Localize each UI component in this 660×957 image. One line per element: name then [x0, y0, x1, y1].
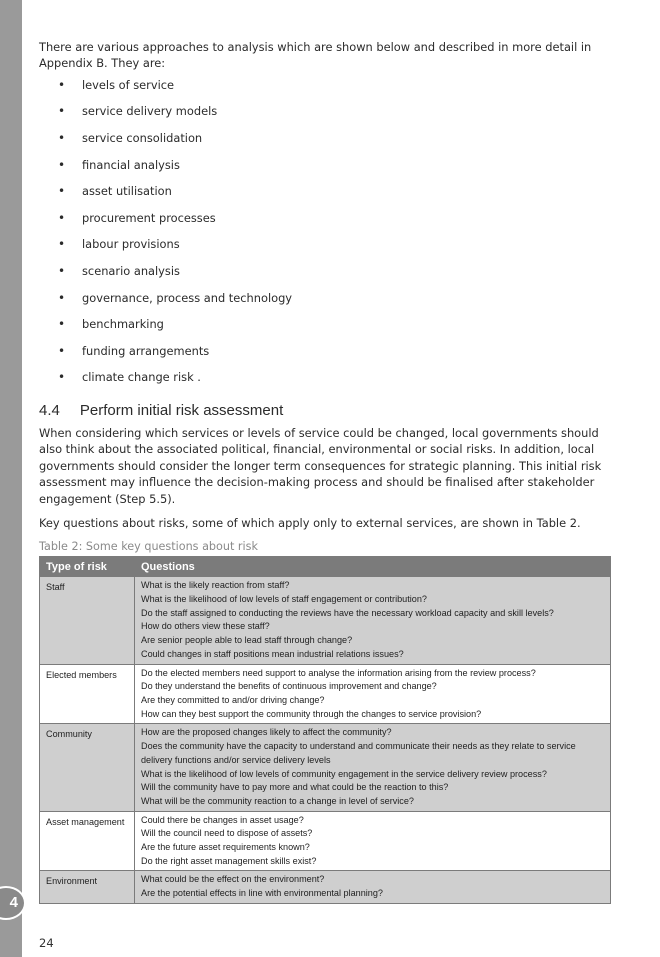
bullet-icon: •	[58, 343, 66, 358]
list-item: • service consolidation	[58, 131, 203, 145]
question-text: Will the community have to pay more and what could be the reaction to this?	[141, 782, 449, 793]
list-item: • labour provisions	[58, 237, 180, 252]
table-row	[40, 871, 611, 903]
risk-type-cell: Community	[40, 724, 135, 811]
bullet-icon: •	[58, 263, 66, 278]
risk-questions-table	[39, 556, 611, 903]
list-item: • financial analysis	[58, 157, 180, 172]
column-header-type: Type of risk	[40, 557, 135, 577]
section-number: 4.4	[39, 401, 60, 419]
table-row	[40, 577, 611, 664]
question-text: How are the proposed changes likely to affect the community?	[141, 727, 392, 738]
questions-cell	[135, 577, 611, 664]
list-item: • procurement processes	[58, 210, 216, 225]
question-text: Do the staff assigned to conducting the reviews have the necessary workload capacity and skill levels?	[141, 607, 554, 618]
table-row	[40, 664, 611, 724]
section-title: Perform initial risk assessment	[79, 401, 284, 419]
question-text: Could changes in staff positions mean industrial relations issues?	[141, 648, 404, 659]
question-text: Are the future asset requirements known?	[141, 842, 310, 853]
page-content	[39, 38, 611, 904]
bullet-icon: •	[58, 370, 66, 385]
bullet-icon: •	[58, 104, 66, 119]
question-text: Are the potential effects in line with environmental planning?	[141, 888, 383, 899]
page-number: 24	[39, 936, 54, 950]
intro-paragraph: There are various approaches to analysis which are shown below and described in more detail in Appendix B. They are:	[39, 40, 592, 71]
list-item: • service delivery models	[58, 104, 218, 119]
table-row	[40, 724, 611, 811]
analysis-approaches-list	[39, 77, 611, 396]
risk-type-cell: Asset management	[40, 811, 135, 871]
question-text: What could be the effect on the environment?	[141, 874, 325, 885]
bullet-icon: •	[58, 237, 66, 252]
key-questions-paragraph: Key questions about risks, some of which apply only to external services, are shown in Table 2.	[39, 515, 581, 530]
question-text: Do they understand the benefits of continuous improvement and change?	[141, 681, 437, 692]
questions-cell	[135, 871, 611, 903]
list-item: • climate change risk .	[58, 370, 201, 385]
question-text: How can they best support the community through the changes to service provision?	[141, 708, 482, 719]
column-header-questions: Questions	[135, 557, 611, 577]
list-item: • governance, process and technology	[58, 290, 293, 305]
question-text: Do the elected members need support to analyse the information arising from the review process?	[141, 667, 536, 678]
question-text: What is the likelihood of low levels of community engagement in the service delivery review process?	[141, 768, 547, 779]
bullet-icon: •	[58, 210, 66, 225]
question-text: Are senior people able to lead staff through change?	[141, 635, 353, 646]
chapter-sidebar	[0, 0, 22, 957]
question-text: Are they committed to and/or driving change?	[141, 695, 325, 705]
list-item: • levels of service	[58, 77, 175, 92]
list-item: • benchmarking	[58, 317, 164, 332]
risk-type-cell: Staff	[40, 577, 135, 664]
question-text: What will be the community reaction to a change in level of service?	[141, 795, 414, 806]
risk-paragraph: When considering which services or levels of service could be changed, local governments should also think about the associated political, financial, environmental or social risks. In addition, local governments should consider the longer term consequences for strategic planning. This initial risk assessment may influence the decision-making process and should be finalised after stakeholder engagement (Step 5.5).	[39, 425, 602, 506]
question-text: Will the council need to dispose of assets?	[141, 828, 313, 839]
table-caption: Table 2: Some key questions about risk	[39, 540, 258, 554]
bullet-icon: •	[58, 317, 66, 332]
risk-type-cell: Environment	[40, 871, 135, 903]
questions-cell	[135, 724, 611, 811]
table-header-row	[40, 557, 611, 577]
bullet-icon: •	[58, 77, 66, 92]
question-text: Does the community have the capacity to understand and communicate their needs as they relate to service delivery functions and/or service delivery levels	[141, 741, 576, 765]
chapter-number-badge: 4	[0, 886, 26, 920]
bullet-icon: •	[58, 131, 66, 145]
table-row	[40, 811, 611, 871]
question-text: Do the right asset management skills exist?	[141, 855, 317, 866]
list-item: • scenario analysis	[58, 263, 180, 278]
list-item: • funding arrangements	[58, 343, 210, 358]
bullet-icon: •	[58, 184, 66, 199]
bullet-icon: •	[58, 290, 66, 305]
question-text: Could there be changes in asset usage?	[141, 814, 304, 825]
risk-type-cell: Elected members	[40, 664, 135, 724]
section-heading	[39, 401, 611, 421]
list-item: • asset utilisation	[58, 184, 172, 199]
question-text: How do others view these staff?	[141, 621, 270, 632]
question-text: What is the likely reaction from staff?	[141, 580, 290, 591]
bullet-icon: •	[58, 157, 66, 172]
questions-cell	[135, 664, 611, 724]
questions-cell	[135, 811, 611, 871]
question-text: What is the likelihood of low levels of staff engagement or contribution?	[141, 594, 427, 605]
